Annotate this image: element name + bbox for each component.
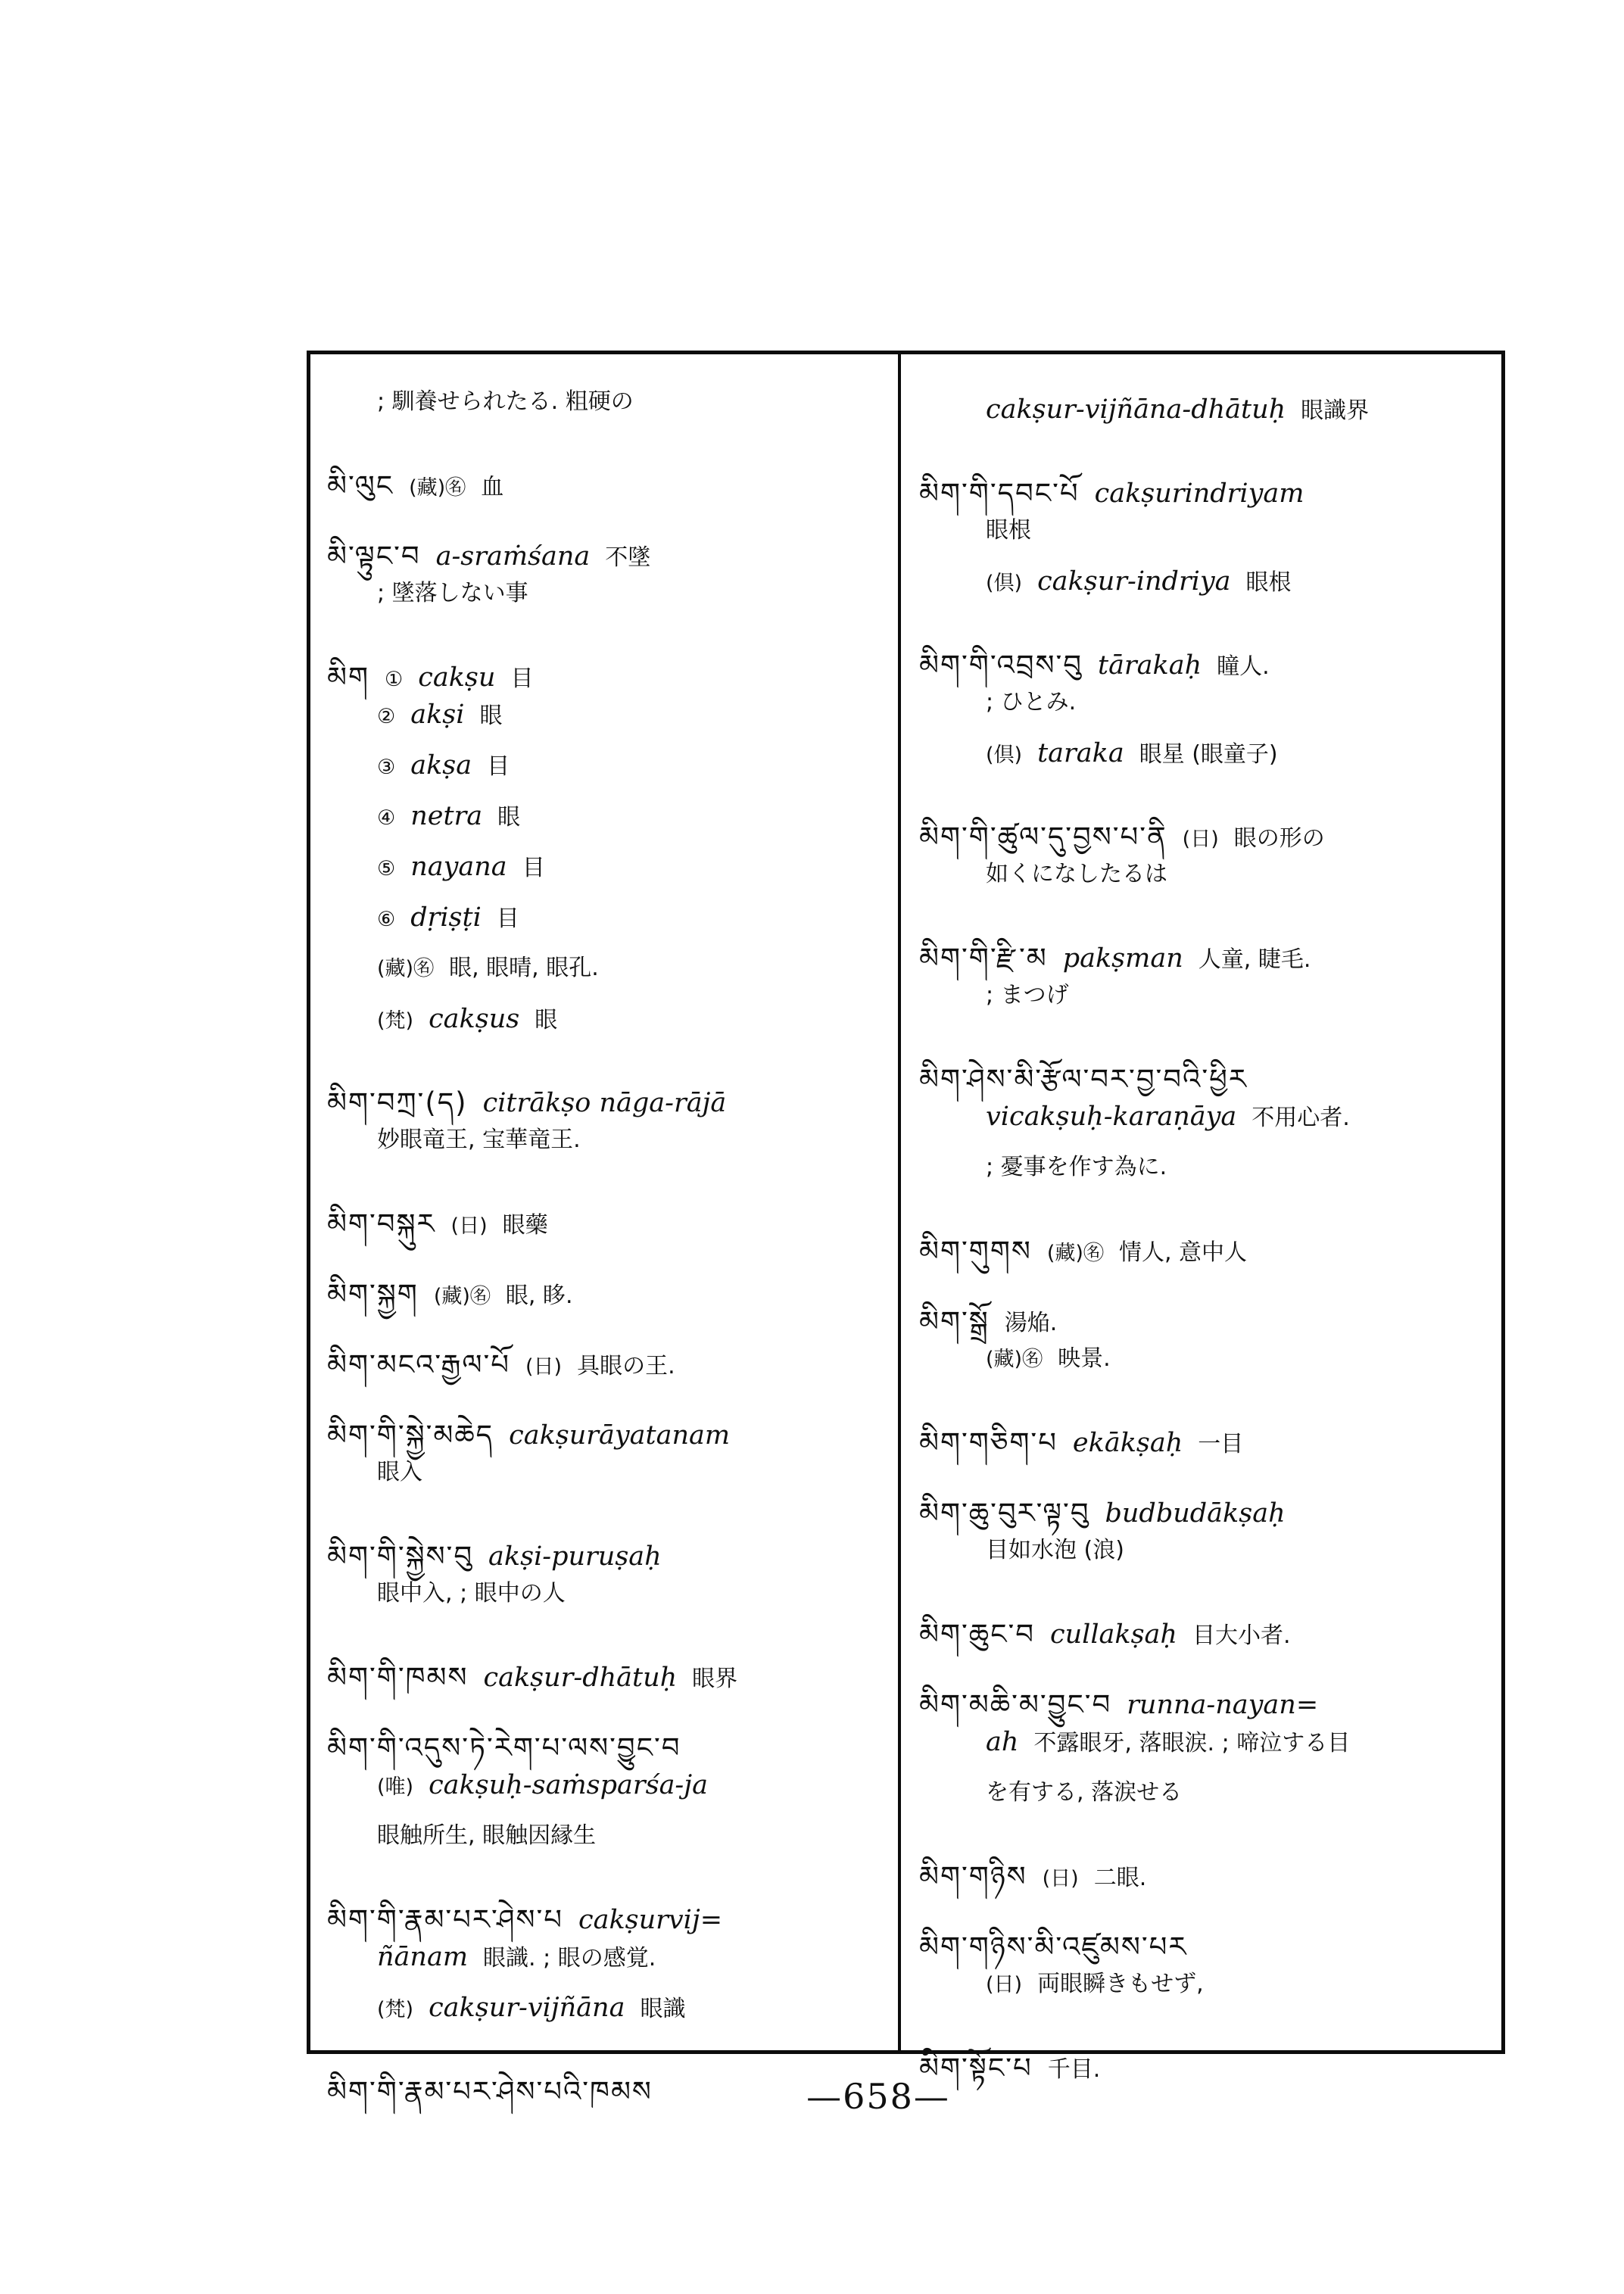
sanskrit-term: cakṣurvij= (578, 1905, 723, 1935)
tibetan-headword: མིག་གི་འདུས་ཏེ་རེག་པ་ལས་བྱུང་བ (327, 1731, 681, 1764)
tibetan-headword: མིག་གི་འབྲས་བུ (919, 649, 1083, 681)
continuation-line (986, 740, 1495, 791)
japanese-gloss: 眼根 (1245, 569, 1292, 596)
japanese-gloss: 二眼. (1093, 1865, 1147, 1891)
sanskrit-term: cakṣus (429, 1004, 520, 1034)
japanese-gloss: 眼識. ; 眼の感覚. (483, 1945, 656, 1971)
japanese-gloss: 眼入 (377, 1459, 422, 1485)
source-marker: (日) (525, 1355, 563, 1379)
entry-line (327, 1702, 892, 1772)
sanskrit-term: netra (410, 801, 483, 831)
source-marker: ④ (377, 806, 396, 830)
japanese-gloss: 血 (481, 474, 504, 500)
source-marker: ③ (377, 756, 396, 779)
tibetan-headword: མིག་གཅིག་པ (919, 1426, 1058, 1459)
entry-line (327, 1389, 892, 1460)
japanese-gloss: 眼, 眼晴, 眼孔. (449, 955, 599, 981)
entry-line (919, 619, 1495, 690)
entry-line (919, 1831, 1495, 1901)
sanskrit-term: cakṣuḥ-saṁsparśa-ja (429, 1770, 708, 1800)
tibetan-headword: མིག་ཆུང་བ (919, 1618, 1035, 1650)
japanese-gloss: 目 (496, 905, 519, 932)
japanese-gloss: 一目 (1198, 1431, 1244, 1457)
entry-line (327, 440, 892, 510)
continuation-line (377, 1006, 892, 1057)
tibetan-headword: མིག (327, 661, 370, 693)
continuation-line (377, 854, 892, 905)
source-marker: (藏)㊔ (377, 957, 435, 980)
continuation-line (377, 902, 892, 955)
tibetan-headword: མིག་ཆུ་བུར་ལྟ་བུ (919, 1497, 1090, 1529)
continuation-line (377, 702, 892, 753)
continuation-line (377, 1823, 892, 1874)
japanese-gloss: 不露眼牙, 落眼涙. ; 啼泣する目 (1033, 1730, 1351, 1756)
source-marker: ⑤ (377, 857, 396, 881)
sanskrit-term: dṛiṣṭi (410, 902, 482, 933)
source-marker: (日) (1182, 828, 1219, 852)
tibetan-headword: མིག་གི་རྫི་མ (919, 942, 1048, 974)
sanskrit-term: vicakṣuḥ-karaṇāya (986, 1102, 1237, 1132)
entry-line (327, 1319, 892, 1389)
tibetan-headword: མི་ལུང (327, 469, 394, 502)
continuation-line (377, 1772, 892, 1823)
japanese-gloss: 両眼瞬きもせず, (1037, 1971, 1204, 1997)
entry-line (919, 1033, 1495, 1104)
tibetan-headword: མིག་གི་ཁམས (327, 1661, 469, 1694)
entry-line (327, 1874, 892, 1944)
japanese-gloss: 眼界 (692, 1666, 738, 1692)
japanese-gloss: 眼 (535, 1007, 558, 1033)
tibetan-headword: མིག་གི་རྣམ་པར་ཤེས་པའི་ཁམས (327, 2075, 653, 2108)
sanskrit-term: cakṣurindriyam (1094, 478, 1304, 509)
continuation-line (986, 983, 1495, 1033)
sanskrit-term: akṣa (410, 750, 472, 781)
japanese-gloss: 目大小者. (1192, 1622, 1291, 1649)
japanese-gloss: 眼の形の (1233, 825, 1325, 852)
entry-line (919, 1397, 1495, 1467)
japanese-gloss: 湯焔. (1004, 1310, 1058, 1336)
continuation-line (377, 581, 892, 631)
continuation-line (377, 1581, 892, 1632)
japanese-gloss: 瞳人. (1217, 653, 1270, 680)
japanese-gloss: 目如水泡 (浪) (986, 1537, 1124, 1563)
entry-line (919, 1901, 1495, 1971)
entry-line (327, 1510, 892, 1581)
sanskrit-term: pakṣman (1062, 943, 1183, 974)
source-marker: ⑥ (377, 908, 396, 931)
tibetan-headword: མིག་སྐྱག (327, 1278, 419, 1311)
tibetan-headword: མིག་གི་དབང་པོ (919, 477, 1080, 510)
sanskrit-term: a-sraṁśana (435, 541, 591, 572)
source-marker: (倶) (986, 743, 1023, 767)
sanskrit-term: cakṣur-dhātuḥ (483, 1663, 678, 1693)
entry-line (327, 510, 892, 581)
sanskrit-term: ñānam (377, 1942, 469, 1972)
sanskrit-term: akṣi (410, 700, 465, 730)
continuation-line (986, 566, 1495, 619)
entry-line (327, 1248, 892, 1319)
continuation-line (377, 750, 892, 803)
japanese-gloss: 如くになしたるは (986, 861, 1167, 887)
tibetan-headword: མིག་གུགས (919, 1235, 1032, 1267)
tibetan-headword: མིག་ཤེས་མི་རྩོལ་བར་བྱ་བའི་ཕྱིར (919, 1063, 1248, 1096)
sanskrit-term: ah (986, 1727, 1019, 1757)
sanskrit-term: cullakṣaḥ (1049, 1619, 1177, 1650)
sanskrit-term: cakṣur-vijñāna (429, 1993, 625, 2023)
tibetan-headword: མི་ལྟུང་བ (327, 540, 421, 572)
source-marker: (藏)㊔ (986, 1348, 1043, 1371)
source-marker: (唯) (377, 1775, 414, 1799)
continuation-line (986, 1729, 1495, 1780)
continuation-line (986, 1780, 1495, 1831)
source-marker: ① (385, 668, 404, 692)
continuation-line (377, 1995, 892, 2046)
japanese-gloss: 目 (487, 753, 510, 780)
page-number: —658— (806, 2076, 950, 2117)
right-column (901, 354, 1501, 2084)
sanskrit-term: cakṣurāyatanam (509, 1420, 731, 1451)
entry-line (919, 2022, 1495, 2093)
sanskrit-term: cakṣur-vijñāna-dhātuḥ (986, 394, 1286, 425)
tibetan-headword: མིག་མངའ་རྒྱལ་པོ (327, 1348, 511, 1381)
source-marker: (日) (450, 1214, 488, 1239)
japanese-gloss: ; ひとみ. (986, 689, 1077, 715)
sanskrit-term: nayana (410, 852, 507, 882)
continuation-line (986, 862, 1495, 912)
japanese-gloss: 映景. (1058, 1345, 1111, 1372)
entry-line (919, 1659, 1495, 1729)
source-marker: ② (377, 705, 396, 728)
entry-line (327, 1632, 892, 1702)
continuation-line (377, 1460, 892, 1510)
tibetan-headword: མིག་སྟོང་པ (919, 2052, 1033, 2084)
japanese-gloss: ; 憂事を作す為に. (986, 1154, 1167, 1180)
japanese-gloss: を有する, 落涙せる (986, 1779, 1183, 1806)
tibetan-headword: མིག་གི་སྐྱེ་མཆེད (327, 1419, 494, 1451)
sanskrit-term: cakṣur-indriya (1037, 566, 1231, 597)
japanese-gloss: 目 (522, 855, 545, 881)
entry-line (919, 447, 1495, 518)
continuation-line (986, 1971, 1495, 2022)
source-marker: (梵) (377, 1009, 414, 1033)
continuation-line (377, 955, 892, 1006)
continuation-line (986, 518, 1495, 569)
japanese-gloss: ; 墜落しない事 (377, 580, 528, 606)
source-marker: (日) (1042, 1867, 1079, 1891)
japanese-gloss: 眼星 (眼童子) (1139, 741, 1278, 768)
tibetan-headword: མིག་གི་ཚུལ་དུ་བྱས་པ་ནི (919, 821, 1167, 853)
source-marker: (梵) (377, 1998, 414, 2021)
japanese-gloss: 情人, 意中人 (1118, 1239, 1248, 1266)
entry-line (327, 1178, 892, 1248)
source-marker: (倶) (986, 572, 1023, 595)
entry-line (919, 1276, 1495, 1346)
tibetan-headword: མིག་བཀྲ་(ད) (327, 1086, 468, 1119)
japanese-gloss: 眼識界 (1301, 397, 1370, 424)
japanese-gloss: ; 馴養せられたる. 粗硬の (377, 388, 634, 415)
continuation-line (986, 1104, 1495, 1155)
japanese-gloss: 不用心者. (1252, 1105, 1350, 1131)
continuation-line (986, 394, 1495, 447)
japanese-gloss: 眼 (479, 703, 503, 729)
sanskrit-term: taraka (1037, 738, 1124, 768)
source-marker: (藏)㊔ (1046, 1242, 1104, 1266)
continuation-line (377, 1127, 892, 1178)
japanese-gloss: 眼根 (986, 517, 1031, 544)
sanskrit-term: runna-nayan= (1127, 1690, 1319, 1720)
tibetan-headword: མིག་སྒྲོ (919, 1305, 990, 1338)
entry-line (919, 912, 1495, 983)
sanskrit-term: citrākṣo nāga-rājā (482, 1088, 727, 1118)
sanskrit-term: tārakaḥ (1098, 650, 1202, 681)
tibetan-headword: མིག་གཉིས་མི་འཛུམས་པར (919, 1931, 1188, 1963)
japanese-gloss: 具眼の王. (577, 1353, 675, 1379)
entry-line (919, 1467, 1495, 1538)
japanese-gloss: 人童, 睫毛. (1198, 946, 1311, 973)
tibetan-headword: མིག་གི་རྣམ་པར་ཤེས་པ (327, 1903, 563, 1936)
japanese-gloss: 不墜 (605, 544, 651, 571)
japanese-gloss: ; まつげ (986, 982, 1069, 1008)
continuation-line (986, 1155, 1495, 1205)
continuation-line (377, 389, 892, 440)
tibetan-headword: མིག་གི་སྐྱེས་བུ (327, 1540, 474, 1572)
source-marker: (藏)㊔ (409, 476, 466, 500)
entry-line (327, 631, 892, 702)
tibetan-headword: མིག་མཆི་མ་བྱུང་བ (919, 1688, 1112, 1721)
japanese-gloss: 眼藥 (502, 1212, 548, 1239)
continuation-line (986, 1346, 1495, 1397)
entry-line (327, 1057, 892, 1127)
japanese-gloss: 眼 (497, 804, 521, 831)
entry-line (919, 791, 1495, 862)
japanese-gloss: 眼, 眵. (505, 1283, 573, 1309)
sanskrit-term: akṣi-puruṣaḥ (488, 1541, 662, 1572)
tibetan-headword: མིག་གཉིས (919, 1860, 1027, 1893)
continuation-line (377, 1944, 892, 1995)
entry-line (919, 1205, 1495, 1276)
japanese-gloss: 妙眼竜王, 宝華竜王. (377, 1127, 581, 1153)
japanese-gloss: 千目. (1047, 2056, 1101, 2083)
sanskrit-term: budbudākṣaḥ (1105, 1498, 1286, 1529)
sanskrit-term: ekākṣaḥ (1072, 1428, 1183, 1458)
japanese-gloss: 眼識 (640, 1996, 686, 2022)
sanskrit-term: cakṣu (418, 662, 496, 693)
continuation-line (986, 690, 1495, 740)
continuation-line (986, 1538, 1495, 1588)
entry-line (919, 1588, 1495, 1659)
tibetan-headword: མིག་བསྐུར (327, 1208, 436, 1240)
japanese-gloss: 眼中入, ; 眼中の人 (377, 1580, 566, 1607)
japanese-gloss: 眼触所生, 眼触因縁生 (377, 1822, 597, 1849)
continuation-line (377, 803, 892, 854)
left-column (310, 354, 898, 2108)
japanese-gloss: 目 (510, 665, 534, 692)
source-marker: (日) (986, 1973, 1023, 1996)
source-marker: (藏)㊔ (433, 1285, 491, 1309)
